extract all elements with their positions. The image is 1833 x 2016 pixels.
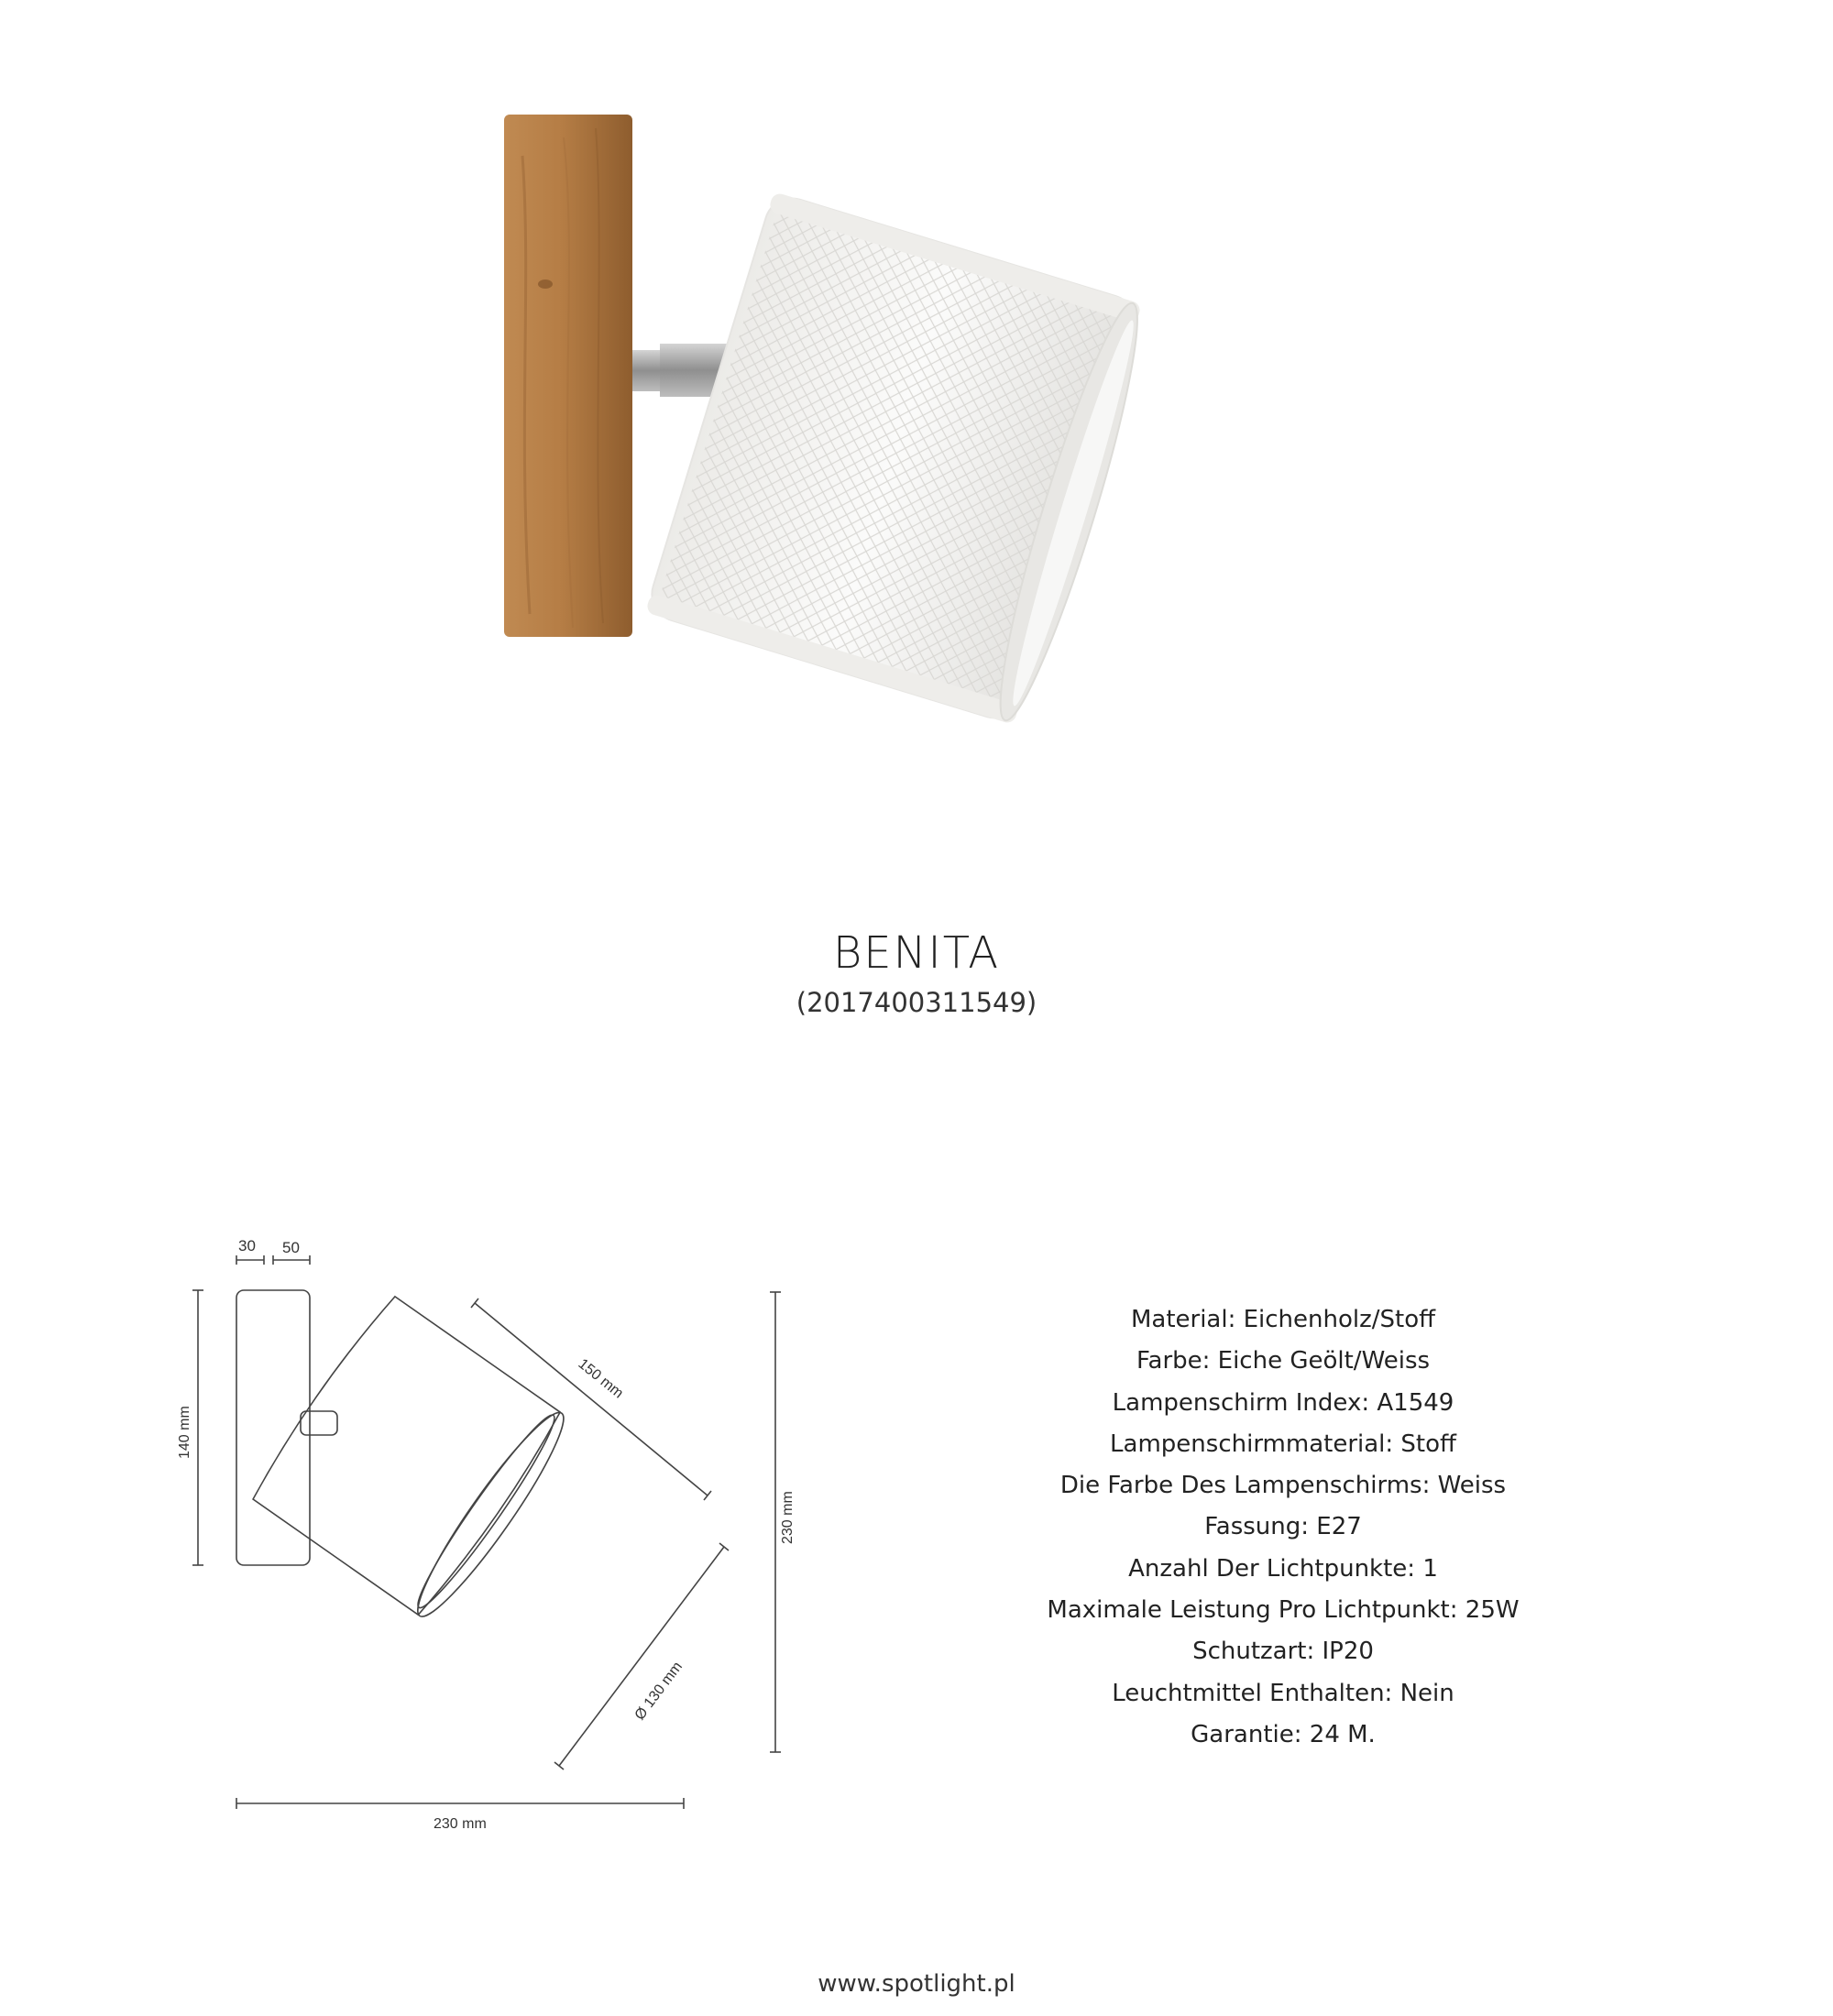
dim-150: [471, 1298, 711, 1500]
product-code: (2017400311549): [796, 987, 1037, 1018]
dim-diameter-label: Ø 130 mm: [631, 1659, 686, 1724]
drawing-joint: [301, 1411, 337, 1435]
drawing-shade: [247, 1293, 578, 1627]
spec-material: Material: Eichenholz/Stoff: [1130, 1306, 1436, 1333]
spec-color: Farbe: Eiche Geölt/Weiss: [1136, 1347, 1431, 1375]
dim-bottom: [236, 1798, 684, 1832]
spec-shade-index: Lampenschirm Index: A1549: [1112, 1388, 1454, 1417]
dim-diameter: [554, 1543, 729, 1769]
title-block: [0, 926, 1833, 1021]
technical-drawing: [165, 1219, 807, 1860]
website-link[interactable]: www.spotlight.pl: [818, 1970, 1015, 1998]
spec-bulb-included: Leuchtmittel Enthalten: Nein: [1112, 1679, 1454, 1707]
spec-max-power: Maximale Leistung Pro Lichtpunkt: 25W: [1047, 1596, 1520, 1625]
dim-left: [177, 1290, 203, 1565]
spec-protection: Schutzart: IP20: [1192, 1638, 1374, 1666]
spec-socket: Fassung: E27: [1204, 1513, 1362, 1541]
lamp-shade: [645, 192, 1158, 729]
dim-230-horizontal-label: 230 mm: [434, 1816, 487, 1832]
dim-140-label: 140 mm: [177, 1406, 192, 1459]
spec-light-points: Anzahl Der Lichtpunkte: 1: [1128, 1554, 1438, 1583]
dim-230-vertical-label: 230 mm: [780, 1491, 796, 1544]
specs-list: [1008, 1299, 1558, 1756]
dim-50-label: 50: [282, 1239, 300, 1256]
dim-top: [236, 1237, 310, 1265]
drawing-backplate: [236, 1290, 310, 1565]
dim-30-label: 30: [238, 1237, 256, 1255]
spec-shade-material: Lampenschirmmaterial: Stoff: [1110, 1430, 1456, 1458]
dim-150-label: 150 mm: [575, 1355, 627, 1402]
wood-mount: [504, 115, 632, 637]
product-photo: [477, 101, 1356, 834]
spec-warranty: Garantie: 24 M.: [1191, 1720, 1376, 1748]
product-name: BENITA: [832, 927, 1001, 979]
dim-right: [770, 1292, 796, 1752]
spec-shade-color: Die Farbe Des Lampenschirms: Weiss: [1059, 1472, 1507, 1500]
